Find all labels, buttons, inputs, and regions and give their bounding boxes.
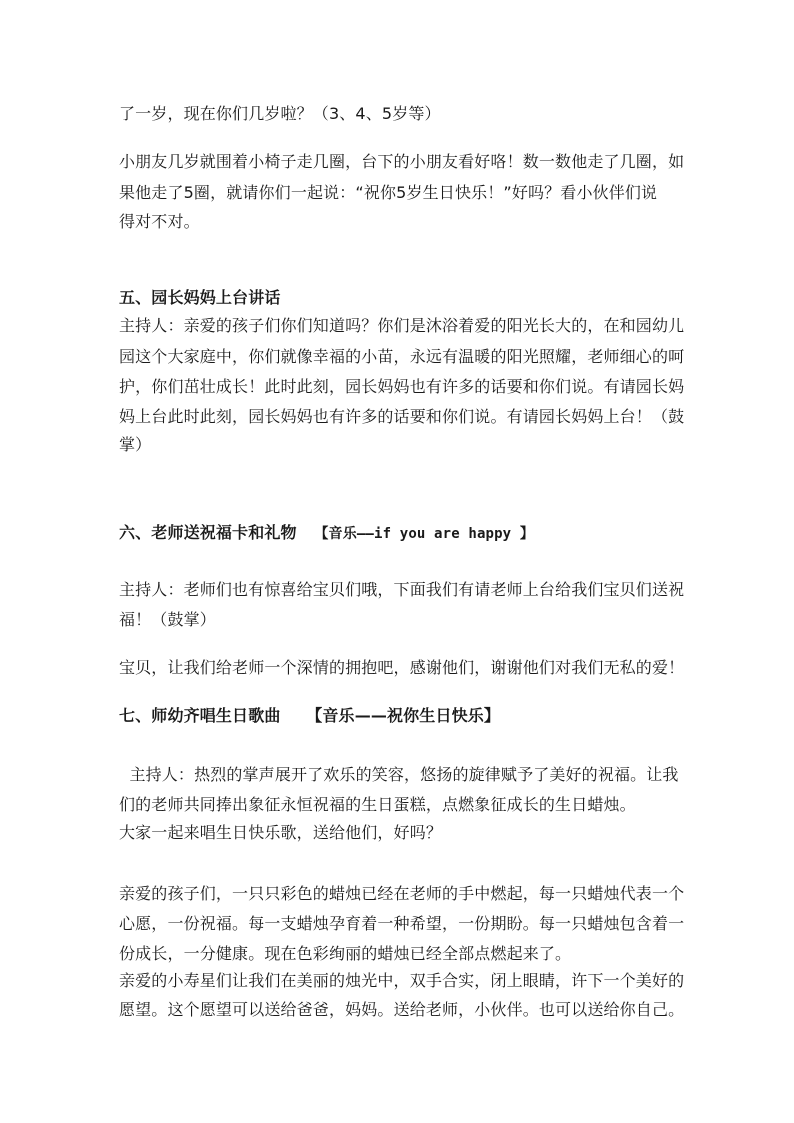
paragraph-line: 主持人：亲爱的孩子们你们知道吗？你们是沐浴着爱的阳光长大的，在和园幼儿 — [119, 316, 685, 335]
intro-line: 了一岁，现在你们几岁啦？（3、4、5岁等） — [119, 104, 441, 123]
section-6-music: 【音乐——if you are happy 】 — [314, 526, 534, 542]
paragraph-line: 大家一起来唱生日快乐歌，送给他们，好吗？ — [119, 823, 443, 842]
section-6-heading — [119, 523, 534, 544]
paragraph-line: 园这个大家庭中，你们就像幸福的小苗，永远有温暖的阳光照耀，老师细心的呵 — [119, 347, 685, 366]
paragraph-line: 主持人：热烈的掌声展开了欢乐的笑容，悠扬的旋律赋予了美好的祝福。让我 — [119, 765, 679, 784]
paragraph-line: 宝贝，让我们给老师一个深情的拥抱吧，感谢他们，谢谢他们对我们无私的爱！ — [119, 658, 685, 677]
section-6-title: 六、老师送祝福卡和礼物 — [119, 523, 297, 542]
paragraph-line: 份成长，一分健康。现在色彩绚丽的蜡烛已经全部点燃起来了。 — [119, 944, 572, 963]
section-7-title: 七、师幼齐唱生日歌曲 — [119, 706, 281, 725]
paragraph-line: 心愿，一份祝福。每一支蜡烛孕育着一种希望，一份期盼。每一只蜡烛包含着一 — [119, 914, 685, 933]
paragraph-line: 亲爱的小寿星们让我们在美丽的烛光中，双手合实，闭上眼睛，许下一个美好的 — [119, 971, 685, 990]
paragraph-line: 们的老师共同捧出象征永恒祝福的生日蛋糕，点燃象征成长的生日蜡烛。 — [119, 795, 636, 814]
paragraph-line: 小朋友几岁就围着小椅子走几圈，台下的小朋友看好咯！数一数他走了几圈，如 — [119, 152, 685, 171]
paragraph-line: 护，你们茁壮成长！此时此刻，园长妈妈也有许多的话要和你们说。有请园长妈 — [119, 377, 685, 396]
section-5-heading: 五、园长妈妈上台讲话 — [119, 288, 281, 307]
paragraph-line: 福！（鼓掌） — [119, 610, 216, 629]
paragraph-line: 愿望。这个愿望可以送给爸爸，妈妈。送给老师，小伙伴。也可以送给你自己。 — [119, 1000, 685, 1019]
section-7-heading — [119, 706, 500, 726]
section-7-music: 【音乐——祝你生日快乐】 — [306, 706, 501, 725]
paragraph-line: 果他走了5圈，就请你们一起说：“祝你5岁生日快乐！”好吗？看小伙伴们说 — [119, 183, 658, 202]
paragraph-line: 妈上台此时此刻，园长妈妈也有许多的话要和你们说。有请园长妈妈上台！（鼓 — [119, 407, 685, 426]
paragraph-line: 得对不对。 — [119, 212, 200, 231]
paragraph-line: 亲爱的孩子们，一只只彩色的蜡烛已经在老师的手中燃起，每一只蜡烛代表一个 — [119, 884, 685, 903]
paragraph-line: 掌） — [119, 435, 152, 454]
paragraph-line: 主持人：老师们也有惊喜给宝贝们哦，下面我们有请老师上台给我们宝贝们送祝 — [119, 580, 685, 599]
